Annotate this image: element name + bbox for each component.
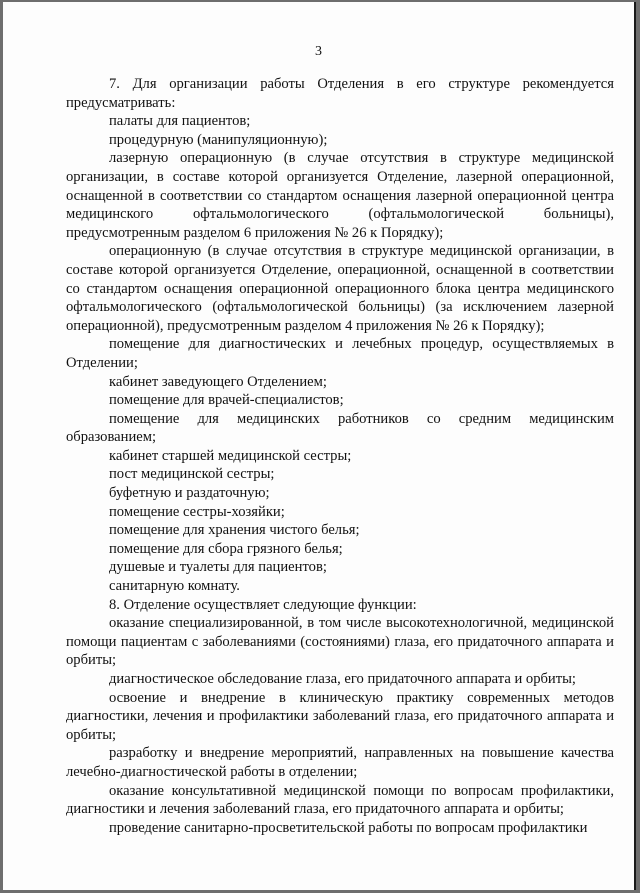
list-item: освоение и внедрение в клиническую практику современных методов диагностики, лечения и профилактики заболеваний глаза, его придаточного аппарата и орбиты; bbox=[66, 689, 614, 743]
paragraph: 8. Отделение осуществляет следующие функции: bbox=[109, 596, 417, 613]
list-item: помещение для диагностических и лечебных процедур, осуществляемых в Отделении; bbox=[66, 336, 614, 371]
list-item: кабинет старшей медицинской сестры; bbox=[109, 447, 352, 464]
list-item: помещение сестры-хозяйки; bbox=[109, 503, 285, 520]
list-item: палаты для пациентов; bbox=[109, 113, 251, 130]
list-item: пост медицинской сестры; bbox=[109, 466, 275, 483]
list-item: оказание специализированной, в том числе высокотехнологичной, медицинской помощи пациентам с заболеваниями (состояниями) глаза, его придаточного аппарата и орбиты; bbox=[66, 615, 614, 669]
list-item: диагностическое обследование глаза, его придаточного аппарата и орбиты; bbox=[109, 671, 576, 687]
list-item: лазерную операционную (в случае отсутствия в структуре медицинской организации, в составе которой организуется Отделение, лазерной операционной, оснащенной в соответствии со стандартом оснащения лазерной операционной центра медицинского офтальмологического (офтальмологической больницы), предусмотренным разделом 6 приложения № 26 к Порядку); bbox=[66, 150, 614, 241]
list-item: санитарную комнату. bbox=[109, 578, 240, 595]
list-item: помещение для медицинских работников со средним медицинским образованием; bbox=[66, 410, 614, 446]
list-item: помещение для хранения чистого белья; bbox=[109, 522, 360, 539]
page-number: 3 bbox=[315, 44, 322, 59]
document-body bbox=[66, 75, 614, 837]
list-item: разработку и внедрение мероприятий, направленных на повышение качества лечебно-диагностической работы в отделении; bbox=[66, 745, 614, 780]
list-item: душевые и туалеты для пациентов; bbox=[109, 559, 327, 576]
list-item: операционную (в случае отсутствия в структуре медицинской организации, в составе которой организуется Отделение, операционной, оснащенной в соответствии со стандартом оснащения операционной операционного блока центра медицинского офтальмологического (офтальмологической больницы) (за исключением лазерной операционной), предусмотренным разделом 4 приложения № 26 к Порядку); bbox=[66, 243, 614, 334]
list-item: буфетную и раздаточную; bbox=[109, 485, 270, 502]
list-item: кабинет заведующего Отделением; bbox=[109, 373, 327, 390]
list-item: помещение для врачей-специалистов; bbox=[109, 392, 344, 409]
list-item: процедурную (манипуляционную); bbox=[109, 131, 328, 148]
list-item: оказание консультативной медицинской помощи по вопросам профилактики, диагностики и лечения заболеваний глаза, его придаточного аппарата и орбиты; bbox=[66, 782, 614, 818]
paragraph: 7. Для организации работы Отделения в его структуре рекомендуется предусматривать: bbox=[66, 76, 614, 111]
document-page bbox=[3, 2, 636, 890]
list-item: проведение санитарно-просветительской работы по вопросам профилактики bbox=[109, 819, 588, 836]
list-item: помещение для сбора грязного белья; bbox=[109, 540, 343, 557]
